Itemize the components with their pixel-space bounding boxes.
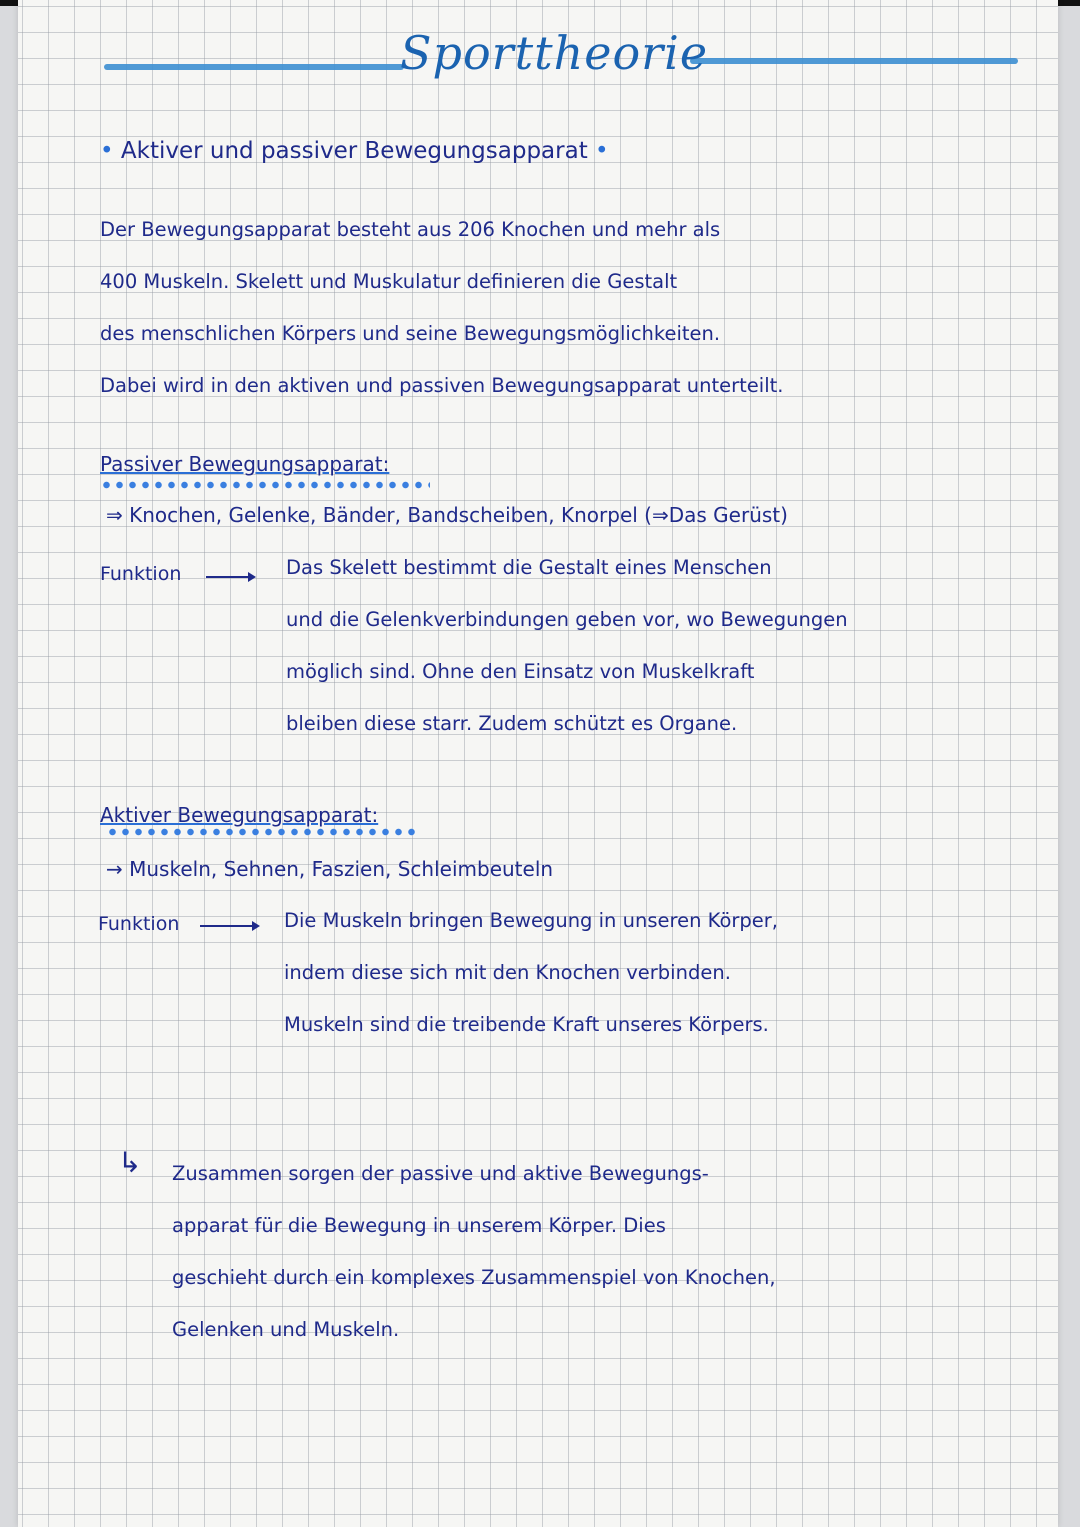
bullet-icon: •	[595, 138, 609, 164]
passive-items: ⇒ Knochen, Gelenke, Bänder, Bandscheiben, Knorpel (⇒Das Gerüst)	[106, 503, 788, 527]
summary-paragraph	[172, 1148, 776, 1356]
intro-line: Dabei wird in den aktiven und passiven Bewegungsapparat unterteilt.	[100, 374, 784, 397]
active-function-line: Muskeln sind die treibende Kraft unseres Körpers.	[284, 1013, 769, 1036]
title-rule-right	[690, 58, 1018, 64]
active-function-text	[284, 895, 778, 1051]
summary-line: Zusammen sorgen der passive und aktive Bewegungs-	[172, 1162, 709, 1185]
intro-line: 400 Muskeln. Skelett und Muskulatur definieren die Gestalt	[100, 270, 678, 293]
intro-paragraph	[100, 204, 783, 412]
section-heading	[100, 138, 609, 164]
passive-function-line: Das Skelett bestimmt die Gestalt eines Menschen	[286, 556, 772, 579]
arrow-down-right-icon: ↳	[118, 1146, 142, 1179]
passive-function-line: bleiben diese starr. Zudem schützt es Organe.	[286, 712, 738, 735]
heading-text: Aktiver und passiver Bewegungsapparat	[120, 138, 588, 164]
active-function-label: Funktion	[98, 913, 180, 935]
passive-title-dots	[100, 481, 430, 489]
summary-line: Gelenken und Muskeln.	[172, 1318, 400, 1341]
bullet-icon: •	[100, 138, 114, 164]
active-items: → Muskeln, Sehnen, Faszien, Schleimbeuteln	[106, 857, 554, 881]
active-title: Aktiver Bewegungsapparat:	[100, 803, 379, 827]
summary-line: apparat für die Bewegung in unserem Körper. Dies	[172, 1214, 666, 1237]
intro-line: Der Bewegungsapparat besteht aus 206 Knochen und mehr als	[100, 218, 721, 241]
passive-function-line: möglich sind. Ohne den Einsatz von Muskelkraft	[286, 660, 755, 683]
intro-line: des menschlichen Körpers und seine Bewegungsmöglichkeiten.	[100, 322, 721, 345]
active-function-line: Die Muskeln bringen Bewegung in unseren Körper,	[284, 909, 778, 932]
active-function-arrow	[200, 925, 258, 927]
passive-function-arrow	[206, 576, 254, 578]
summary-line: geschieht durch ein komplexes Zusammenspiel von Knochen,	[172, 1266, 776, 1289]
active-function-line: indem diese sich mit den Knochen verbinden.	[284, 961, 731, 984]
passive-title: Passiver Bewegungsapparat:	[100, 452, 390, 476]
passive-function-line: und die Gelenkverbindungen geben vor, wo Bewegungen	[286, 608, 848, 631]
passive-function-label: Funktion	[100, 563, 182, 585]
active-title-dots	[106, 828, 416, 836]
page-title: Sporttheorie	[400, 26, 709, 80]
passive-function-text	[286, 542, 848, 750]
title-rule-left	[104, 64, 404, 70]
